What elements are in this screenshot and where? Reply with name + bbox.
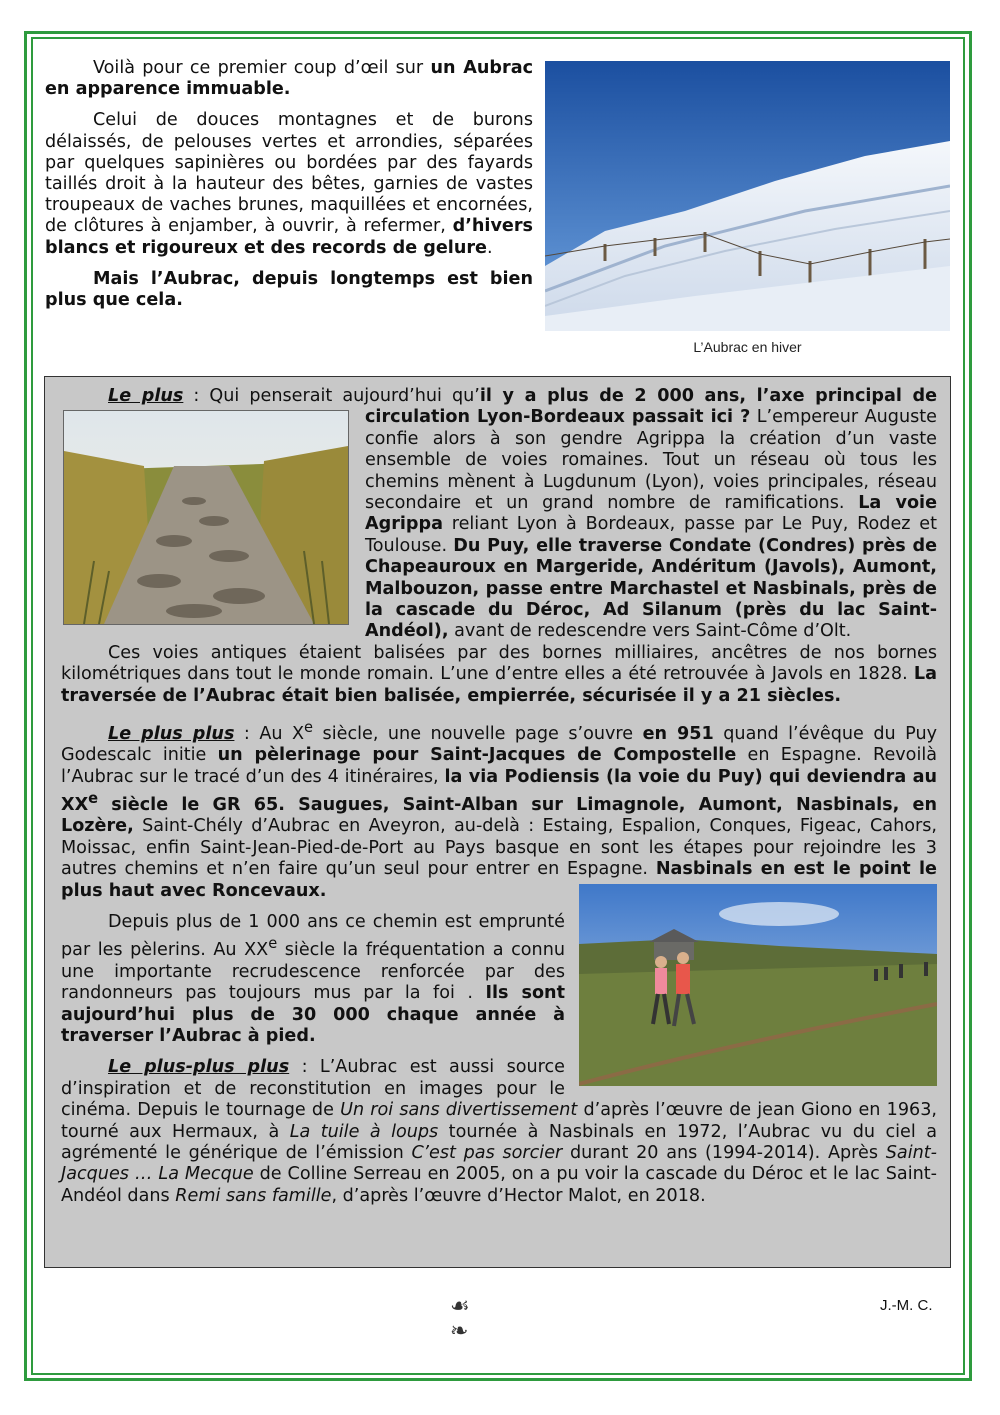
section-bold-span: Ils sont aujourd’hui plus de 30 000 chaque année à traverser l’Aubrac à pied. [61, 983, 565, 1046]
winter-photo-caption: L’Aubrac en hiver [693, 339, 802, 355]
section-text-span: : L’Aubrac est aussi source d’inspiration et de reconstitution en images pour le cinéma. Depuis le tournage de [61, 1057, 566, 1121]
section-lead-label: Le plus [108, 386, 184, 406]
intro-text-span: Celui de douces montagnes et de burons délaissés, de pelouses vertes et arrondies, séparées par quelques sapinières ou bordées par des fayards taillés droit à la hauteur des bêtes, garnies de vastes troupeaux de vaches brunes, maquillées et encornées, de clôtures à enjamber, à ouvrir, à refermer, [45, 110, 533, 237]
intro-text-span: Voilà pour ce premier coup d’œil sur [93, 58, 431, 78]
section-text-span: Ces voies antiques étaient balisées par des bornes milliaires, ancêtres de nos bornes kilométriques dans tout le monde romain. L’une d’entre elles a été retrouvée à Javols en 1828. [61, 642, 937, 685]
info-box-text [61, 386, 937, 1207]
section-text-span: quand l’évêque du Puy Godescalc initie [61, 723, 938, 766]
section-text-span: durant 20 ans (1994-2014). Après [562, 1142, 886, 1163]
film-title: Un roi sans divertissement [340, 1100, 578, 1121]
section-lead-label: Le plus plus [108, 723, 235, 744]
superscript: e [88, 790, 99, 808]
film-title: Remi sans famille [175, 1185, 332, 1206]
section-bold-span: siècle le GR 65. Saugues, Saint-Alban sur Limagnole, Aumont, Nasbinals, en Lozère, [61, 795, 937, 837]
intro-paragraph-3 [45, 269, 533, 311]
section-text-span: de Colline Serreau en 2005, on a pu voir la cascade du Déroc et le lac Saint-Andéol dans [61, 1164, 937, 1206]
section-text-span: Saint-Chély d’Aubrac en Aveyron, au-delà : Estaing, Espalion, Conques, Figeac, Cahors, Moissac, enfin Saint-Jean-Pied-de-Port au Pays basque en sont les étapes pour rejoindre les 3 autres chemins et n’en faire qu’un seul pour entrer en Espagne. [61, 816, 937, 880]
section-text-span: siècle, une nouvelle page s’ouvre [313, 723, 643, 744]
section-bold-span: La voie Agrippa [365, 493, 938, 535]
winter-landscape-photo [545, 61, 950, 331]
superscript: e [304, 719, 314, 737]
show-title: C’est pas sorcier [411, 1142, 563, 1163]
section-text-span: avant de redescendre vers Saint-Côme d’Olt. [448, 621, 852, 642]
section-text-span: , d’après l’œuvre d’Hector Malot, en 2018. [331, 1185, 706, 1206]
section-bold-span: un pèlerinage pour Saint-Jacques de Compostelle [217, 745, 737, 766]
film-title: La tuile à loups [289, 1121, 439, 1142]
intro-bold-span: d’hivers blancs et rigoureux et des records de gelure [45, 216, 533, 258]
section-bold-span: Du Puy, elle traverse Condate (Condres) près de Chapeauroux en Margeride, Andéritum (Javols), Aumont, Malbouzon, passe entre Marchastel et Nasbinals, près de la cascade du Déroc, Ad Silanum (près du lac Saint-Andéol), [365, 535, 937, 642]
info-box [44, 376, 951, 1268]
section-lead-label: Le plus-plus plus [108, 1057, 290, 1078]
section-text-span: en Espagne. Revoilà l’Aubrac sur le tracé d’un des 4 itinéraires, [61, 745, 938, 787]
section-text-span: : Au X [234, 723, 305, 744]
intro-text [45, 58, 533, 321]
section-le-plus [61, 386, 937, 643]
author-signature: J.-M. C. [880, 1297, 933, 1314]
section-bold-span: en 951 [642, 723, 714, 744]
hikers-photo [579, 884, 937, 1086]
superscript: e [268, 935, 278, 953]
intro-paragraph-2 [45, 110, 533, 258]
section-bold-span: il y a plus de 2 000 ans, l’axe principal de circulation Lyon-Bordeaux passait ici ? [365, 386, 938, 428]
section-le-plus-plus [61, 717, 937, 902]
roman-road-photo [63, 410, 349, 625]
section-text-span: siècle la fréquentation a connu une importante recrudescence renforcée par des randonneurs pas toujours mus par la foi . [61, 940, 566, 1004]
section-text-span: : Qui penserait aujourd’hui qu’ [183, 386, 480, 406]
section-bornes [61, 643, 937, 707]
section-bold-span: la via Podiensis (la voie du Puy) qui deviendra au XX [61, 766, 937, 816]
intro-bold-span: un Aubrac en apparence immuable. [45, 58, 534, 100]
section-text-span: Depuis plus de 1 000 ans ce chemin est emprunté par les pèlerins. Au XX [61, 912, 565, 961]
intro-bold-span: Mais l’Aubrac, depuis longtemps est bien plus que cela. [45, 268, 533, 311]
footer-ornament: ☙ ❧ [450, 1294, 494, 1344]
section-text-span: L’empereur Auguste confie alors à son gendre Agrippa la création d’un vaste ensemble de voies romaines. Tout un réseau où tous les chemins mènent à Lugdunum (Lyon), voies principales, réseau secondaire et un grand nombre de ramifications. [365, 407, 937, 514]
section-bold-span: La traversée de l’Aubrac était bien balisée, empierrée, sécurisée il y a 21 siècles. [61, 664, 937, 706]
intro-text-span: . [486, 237, 493, 258]
section-bold-span: Nasbinals en est le point le plus haut avec Roncevaux. [61, 859, 937, 901]
intro-paragraph-1 [45, 58, 533, 100]
section-text-span: tournée à Nasbinals en 1972, l’Aubrac vu du ciel a agrémenté le générique de l’émission [61, 1121, 937, 1163]
film-title: Saint-Jacques … La Mecque [61, 1142, 937, 1185]
section-text-span: d’après l’œuvre de jean Giono en 1963, tourné aux Hermaux, à [61, 1100, 938, 1142]
section-text-span: reliant Lyon à Bordeaux, passe par Le Puy, Rodez et Toulouse. [365, 514, 937, 556]
